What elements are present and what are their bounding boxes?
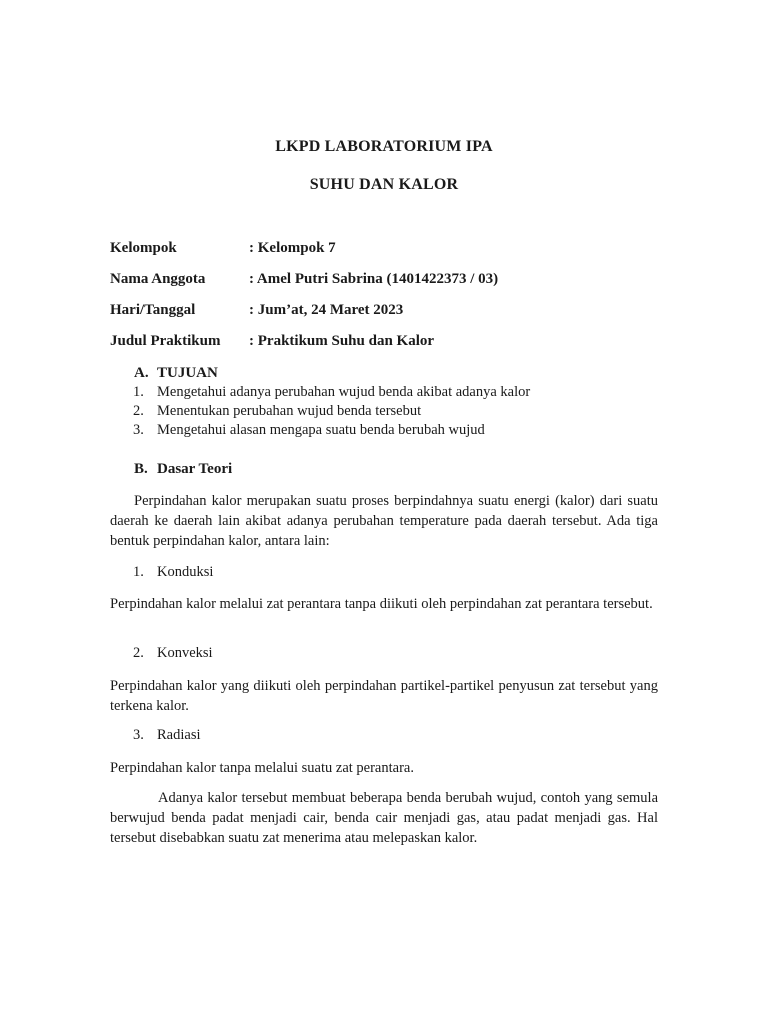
section-a-heading bbox=[134, 365, 218, 382]
list-number: 2. bbox=[133, 645, 144, 661]
info-label: Hari/Tanggal bbox=[110, 302, 196, 318]
list-number: 3. bbox=[133, 422, 144, 438]
list-number: 1. bbox=[133, 564, 144, 580]
konveksi-paragraph: Perpindahan kalor yang diikuti oleh perpindahan partikel-partikel penyusun zat tersebut yang terkena kalor. bbox=[110, 678, 658, 714]
list-label: Radiasi bbox=[157, 727, 201, 743]
list-label: Konduksi bbox=[157, 564, 214, 580]
list-item bbox=[133, 727, 201, 744]
document-subtitle: SUHU DAN KALOR bbox=[309, 176, 459, 193]
info-value: : Kelompok 7 bbox=[249, 240, 336, 256]
info-label: Nama Anggota bbox=[110, 271, 206, 287]
document-title: LKPD LABORATORIUM IPA bbox=[275, 138, 493, 155]
list-item bbox=[133, 564, 213, 581]
konduksi-paragraph: Perpindahan kalor melalui zat perantara tanpa diikuti oleh perpindahan zat perantara tersebut. bbox=[110, 596, 653, 612]
list-text: Menentukan perubahan wujud benda tersebut bbox=[157, 403, 422, 419]
section-letter: A. bbox=[134, 365, 149, 381]
info-label: Kelompok bbox=[110, 240, 177, 256]
radiasi-paragraph: Perpindahan kalor tanpa melalui suatu zat perantara. bbox=[110, 760, 414, 776]
intro-paragraph: Perpindahan kalor merupakan suatu proses berpindahnya suatu energi (kalor) dari suatu daerah ke daerah lain akibat adanya perubahan temperature pada daerah tersebut. Ada tiga bentuk perpindahan kalor, antara lain: bbox=[110, 493, 658, 549]
list-item bbox=[133, 645, 213, 662]
info-value: : Amel Putri Sabrina (1401422373 / 03) bbox=[249, 271, 499, 287]
info-value: : Praktikum Suhu dan Kalor bbox=[249, 333, 435, 349]
section-letter: B. bbox=[134, 461, 148, 477]
list-label: Konveksi bbox=[157, 645, 213, 661]
section-b-heading bbox=[134, 461, 232, 478]
list-item bbox=[133, 384, 530, 401]
list-text: Mengetahui adanya perubahan wujud benda akibat adanya kalor bbox=[157, 384, 531, 400]
list-text: Mengetahui alasan mengapa suatu benda berubah wujud bbox=[157, 422, 485, 438]
section-title: TUJUAN bbox=[157, 365, 218, 381]
list-number: 2. bbox=[133, 403, 144, 419]
list-item bbox=[133, 403, 421, 420]
list-item bbox=[133, 422, 485, 439]
closing-paragraph: Adanya kalor tersebut membuat beberapa benda berubah wujud, contoh yang semula berwujud benda padat menjadi cair, benda cair menjadi gas, atau padat menjadi gas. Hal tersebut disebabkan suatu zat menerima atau melepaskan kalor. bbox=[110, 790, 658, 846]
list-number: 3. bbox=[133, 727, 144, 743]
section-title: Dasar Teori bbox=[157, 461, 233, 477]
info-label: Judul Praktikum bbox=[110, 333, 221, 349]
list-number: 1. bbox=[133, 384, 144, 400]
info-value: : Jum’at, 24 Maret 2023 bbox=[249, 302, 404, 318]
